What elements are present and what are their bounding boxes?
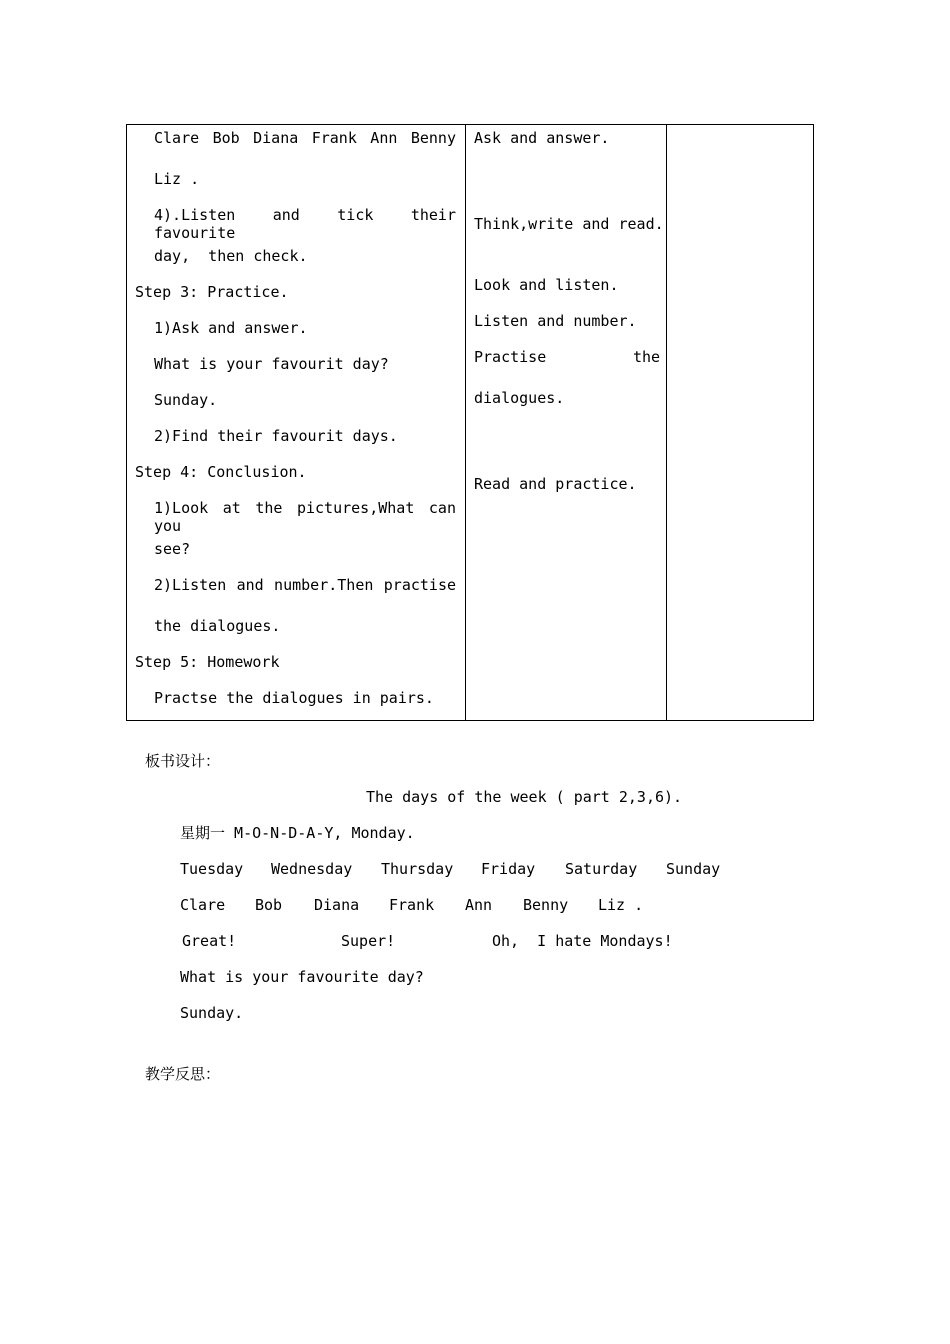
board-answer: Sunday. bbox=[180, 1004, 244, 1022]
exclaim-great: Great! bbox=[182, 932, 237, 950]
mid-read-practice: Read and practice. bbox=[474, 475, 637, 493]
name-frank: Frank bbox=[389, 896, 435, 914]
names-line-b: Liz . bbox=[154, 170, 200, 188]
day-sunday: Sunday bbox=[666, 860, 721, 878]
listen-number-line-a: 2)Listen and number.Then practise bbox=[154, 576, 456, 594]
listen-tick-line-b: day, then check. bbox=[154, 247, 308, 265]
exclaim-hate-mondays: Oh, I hate Mondays! bbox=[492, 932, 673, 950]
look-line-b: see? bbox=[154, 540, 191, 558]
question-line: What is your favourit day? bbox=[154, 355, 389, 373]
homework-line: Practse the dialogues in pairs. bbox=[154, 689, 434, 707]
name-diana: Diana bbox=[314, 896, 360, 914]
name-clare: Clare bbox=[180, 896, 226, 914]
table-divider-2 bbox=[666, 124, 667, 721]
mid-think: Think,write and read. bbox=[474, 215, 664, 233]
board-question: What is your favourite day? bbox=[180, 968, 424, 986]
name-ann: Ann bbox=[465, 896, 493, 914]
listen-number-line-b: the dialogues. bbox=[154, 617, 281, 635]
monday-cn: 星期一 bbox=[180, 824, 226, 842]
name-bob: Bob bbox=[255, 896, 283, 914]
day-wednesday: Wednesday bbox=[271, 860, 353, 878]
mid-look-listen: Look and listen. bbox=[474, 276, 619, 294]
board-title: The days of the week ( part 2,3,6). bbox=[366, 788, 683, 806]
step3-heading: Step 3: Practice. bbox=[135, 283, 289, 301]
answer-line: Sunday. bbox=[154, 391, 218, 409]
day-thursday: Thursday bbox=[381, 860, 454, 878]
reflection-heading: 教学反思： bbox=[145, 1065, 221, 1083]
name-liz: Liz . bbox=[598, 896, 644, 914]
ask-answer-item: 1)Ask and answer. bbox=[154, 319, 308, 337]
exclaim-super: Super! bbox=[341, 932, 396, 950]
board-heading: 板书设计： bbox=[145, 752, 221, 770]
step4-heading: Step 4: Conclusion. bbox=[135, 463, 307, 481]
listen-tick-line-a: 4).Listen and tick their favourite bbox=[154, 206, 456, 242]
mid-the-word: the bbox=[633, 348, 661, 366]
monday-spelling: M-O-N-D-A-Y, Monday. bbox=[225, 824, 415, 842]
mid-practise-word: Practise bbox=[474, 348, 547, 366]
step5-heading: Step 5: Homework bbox=[135, 653, 280, 671]
day-saturday: Saturday bbox=[565, 860, 638, 878]
mid-ask-answer: Ask and answer. bbox=[474, 129, 610, 147]
names-line-a: Clare Bob Diana Frank Ann Benny bbox=[154, 129, 456, 147]
find-item: 2)Find their favourit days. bbox=[154, 427, 398, 445]
monday-line bbox=[180, 824, 415, 842]
mid-listen-number: Listen and number. bbox=[474, 312, 637, 330]
day-tuesday: Tuesday bbox=[180, 860, 244, 878]
mid-dialogues: dialogues. bbox=[474, 389, 565, 407]
table-divider-1 bbox=[465, 124, 466, 721]
name-benny: Benny bbox=[523, 896, 569, 914]
look-line-a: 1)Look at the pictures,What can you bbox=[154, 499, 456, 535]
day-friday: Friday bbox=[481, 860, 536, 878]
